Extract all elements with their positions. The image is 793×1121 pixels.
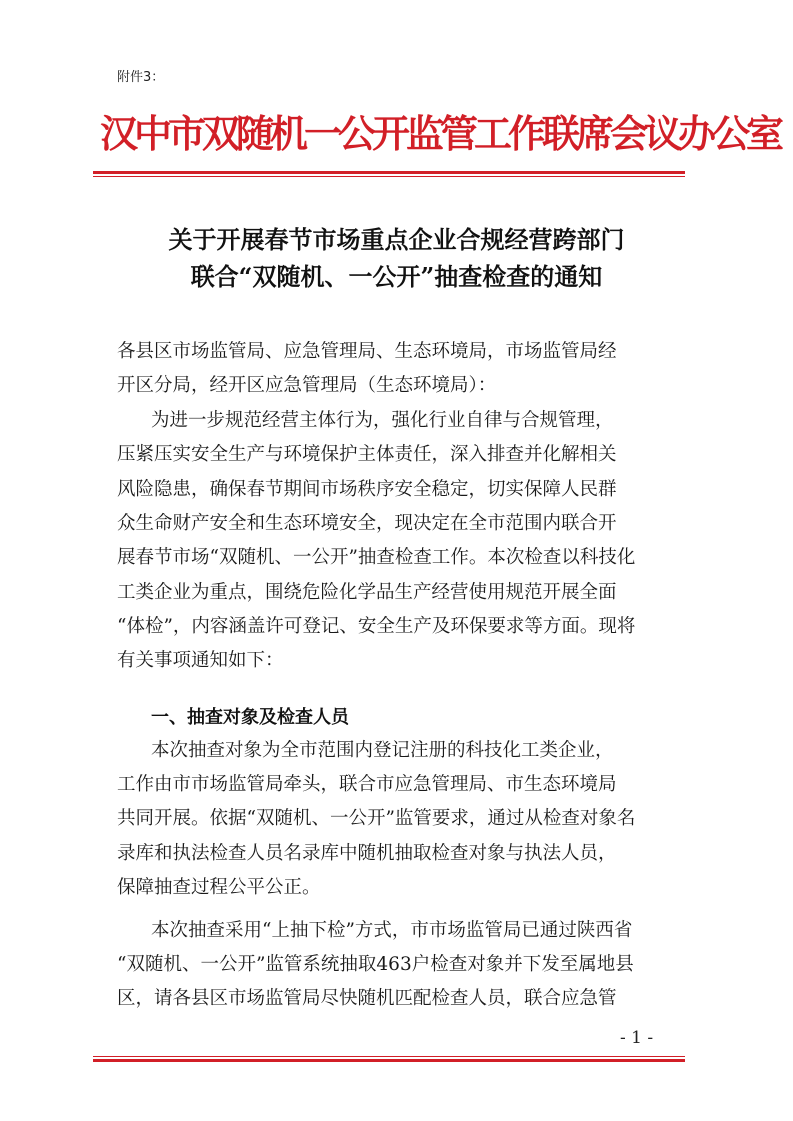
page-number: - 1 - bbox=[620, 1028, 654, 1048]
section-1-para-1-line: 本次抽查对象为全市范围内登记注册的科技化工类企业， bbox=[151, 740, 614, 761]
intro-line: 压紧压实安全生产与环境保护主体责任，深入排查并化解相关 bbox=[117, 444, 617, 465]
section-1-para-1-line: 录库和执法检查人员名录库中随机抽取检查对象与执法人员， bbox=[117, 843, 617, 864]
section-1-para-2-line: “双随机、一公开”监管系统抽取463户检查对象并下发至属地县 bbox=[117, 954, 634, 975]
intro-line: 有关事项通知如下： bbox=[117, 650, 284, 671]
section-1-para-1-line: 共同开展。依据“双随机、一公开”监管要求，通过从检查对象名 bbox=[117, 808, 636, 829]
intro-line: 展春节市场“双随机、一公开”抽查检查工作。本次检查以科技化 bbox=[117, 547, 636, 568]
intro-line: 工类企业为重点，围绕危险化学品生产经营使用规范开展全面 bbox=[117, 582, 617, 603]
intro-line: 众生命财产安全和生态环境安全，现决定在全市范围内联合开 bbox=[117, 513, 617, 534]
intro-line: “体检”，内容涵盖许可登记、安全生产及环保要求等方面。现将 bbox=[117, 616, 636, 637]
notice-title-line-2: 联合“双随机、一公开”抽查检查的通知 bbox=[190, 262, 603, 291]
annex-label: 附件3： bbox=[117, 70, 165, 85]
header-red-rule bbox=[93, 171, 685, 177]
addressee-line-1: 各县区市场监管局、应急管理局、生态环境局，市场监管局经 bbox=[117, 341, 617, 362]
notice-title-line-1: 关于开展春节市场重点企业合规经营跨部门 bbox=[168, 225, 625, 254]
intro-line: 风险隐患，确保春节期间市场秩序安全稳定，切实保障人民群 bbox=[117, 479, 617, 500]
section-1-para-1-line: 工作由市市场监管局牵头，联合市应急管理局、市生态环境局 bbox=[117, 774, 617, 795]
issuing-organization-title: 汉中市双随机一公开监管工作联席会议办公室 bbox=[100, 111, 781, 156]
footer-red-rule bbox=[93, 1056, 685, 1062]
section-1-para-2-line: 本次抽查采用“上抽下检”方式，市市场监管局已通过陕西省 bbox=[151, 920, 633, 941]
addressee-line-2: 开区分局，经开区应急管理局（生态环境局）： bbox=[117, 375, 497, 396]
section-1-para-1-line: 保障抽查过程公平公正。 bbox=[117, 877, 321, 898]
section-1-heading: 一、抽查对象及检查人员 bbox=[151, 707, 349, 728]
section-1-para-2-line: 区，请各县区市场监管局尽快随机匹配检查人员，联合应急管 bbox=[117, 988, 617, 1009]
intro-line: 为进一步规范经营主体行为，强化行业自律与合规管理， bbox=[151, 410, 614, 431]
